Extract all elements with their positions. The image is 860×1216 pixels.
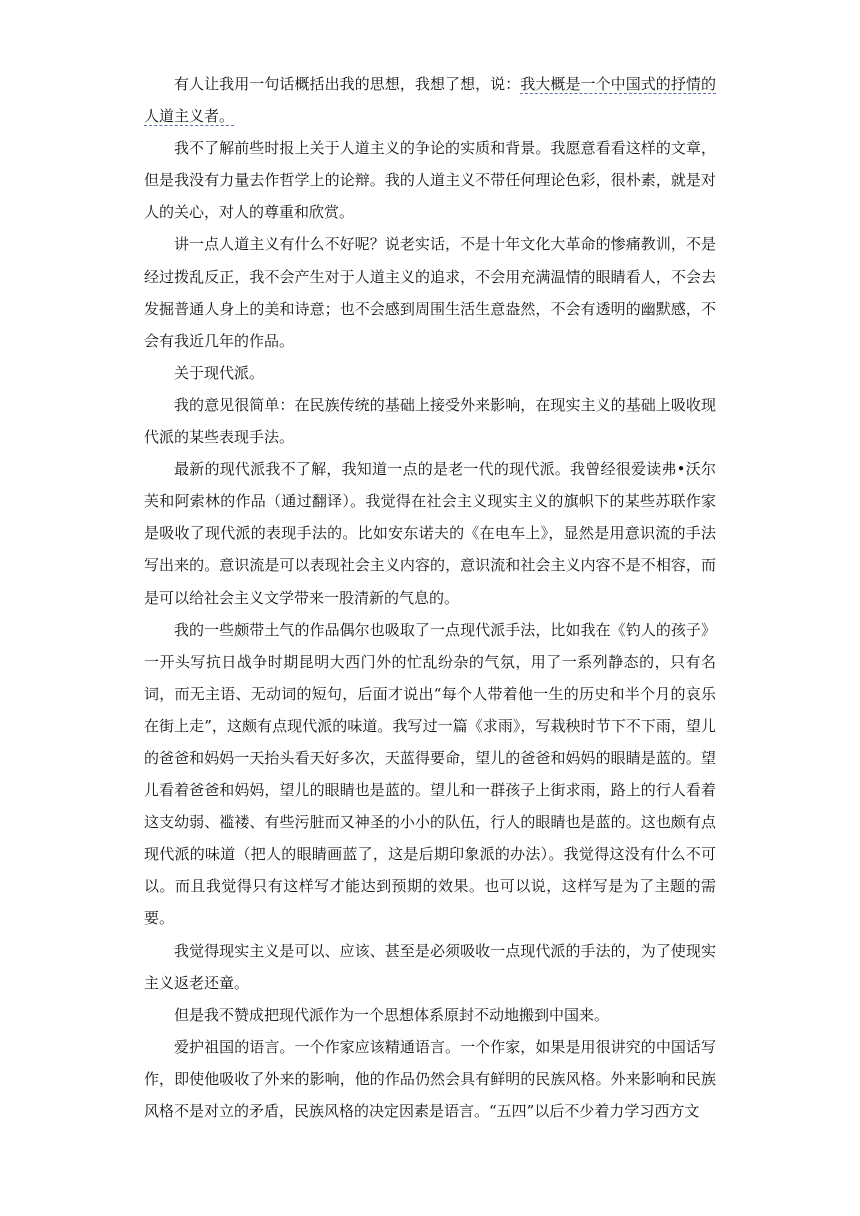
underlined-phrase: 我大概是一个中国式的抒情的人道主义者。 [144, 75, 716, 126]
paragraph-6 [144, 453, 716, 613]
paragraph-1-text: 有人让我用一句话概括出我的思想，我想了想，说： [174, 75, 521, 93]
paragraph-10-text: 爱护祖国的语言。一个作家应该精通语言。一个作家，如果是用很讲究的中国话写作，即使他吸收了外来的影响，他的作品仍然会具有鲜明的民族风格。外来影响和民族风格不是对立的矛盾，民族风格的决定因素是语言。“五四”以后不少着力学习西方文 [144, 1037, 716, 1120]
document-body [144, 68, 716, 1127]
paragraph-8-text: 我觉得现实主义是可以、应该、甚至是必须吸收一点现代派的手法的，为了使现实主义返老还童。 [144, 941, 716, 992]
paragraph-7 [144, 614, 716, 935]
paragraph-6-text: 最新的现代派我不了解，我知道一点的是老一代的现代派。我曾经很爱读弗•沃尔芙和阿索林的作品（通过翻译）。我觉得在社会主义现实主义的旗帜下的某些苏联作家是吸收了现代派的表现手法的。比如安东诺夫的《在电车上》，显然是用意识流的手法写出来的。意识流是可以表现社会主义内容的，意识流和社会主义内容不是不相容，而是可以给社会主义文学带来一股清新的气息的。 [144, 460, 716, 607]
paragraph-3 [144, 228, 716, 356]
paragraph-7-text: 我的一些颇带土气的作品偶尔也吸取了一点现代派手法，比如我在《钓人的孩子》一开头写抗日战争时期昆明大西门外的忙乱纷杂的气氛，用了一系列静态的，只有名词，而无主语、无动词的短句，后面才说出“每个人带着他一生的历史和半个月的哀乐在街上走”，这颇有点现代派的味道。我写过一篇《求雨》，写栽秧时节下不下雨，望儿的爸爸和妈妈一天抬头看天好多次，天蓝得要命，望儿的爸爸和妈妈的眼睛是蓝的。望儿看着爸爸和妈妈，望儿的眼睛也是蓝的。望儿和一群孩子上街求雨，路上的行人看着这支幼弱、褴褛、有些污脏而又神圣的小小的队伍，行人的眼睛也是蓝的。这也颇有点现代派的味道（把人的眼睛画蓝了，这是后期印象派的办法）。我觉得这没有什么不可以。而且我觉得只有这样写才能达到预期的效果。也可以说，这样写是为了主题的需要。 [144, 620, 716, 928]
paragraph-4-text: 关于现代派。 [174, 363, 265, 382]
paragraph-1 [144, 68, 716, 132]
paragraph-5 [144, 389, 716, 453]
paragraph-10 [144, 1031, 716, 1127]
paragraph-4 [144, 357, 716, 389]
paragraph-2 [144, 132, 716, 228]
paragraph-9 [144, 999, 716, 1031]
paragraph-3-text: 讲一点人道主义有什么不好呢？说老实话，不是十年文化大革命的惨痛教训，不是经过拨乱反正，我不会产生对于人道主义的追求，不会用充满温情的眼睛看人，不会去发掘普通人身上的美和诗意；也不会感到周围生活生意盎然，不会有透明的幽默感，不会有我近几年的作品。 [144, 235, 716, 350]
paragraph-8 [144, 935, 716, 999]
paragraph-9-text: 但是我不赞成把现代派作为一个思想体系原封不动地搬到中国来。 [174, 1005, 610, 1024]
paragraph-2-text: 我不了解前些时报上关于人道主义的争论的实质和背景。我愿意看看这样的文章，但是我没有力量去作哲学上的论辩。我的人道主义不带任何理论色彩，很朴素，就是对人的关心，对人的尊重和欣赏。 [144, 139, 716, 222]
paragraph-5-text: 我的意见很简单：在民族传统的基础上接受外来影响，在现实主义的基础上吸收现代派的某些表现手法。 [144, 395, 716, 447]
